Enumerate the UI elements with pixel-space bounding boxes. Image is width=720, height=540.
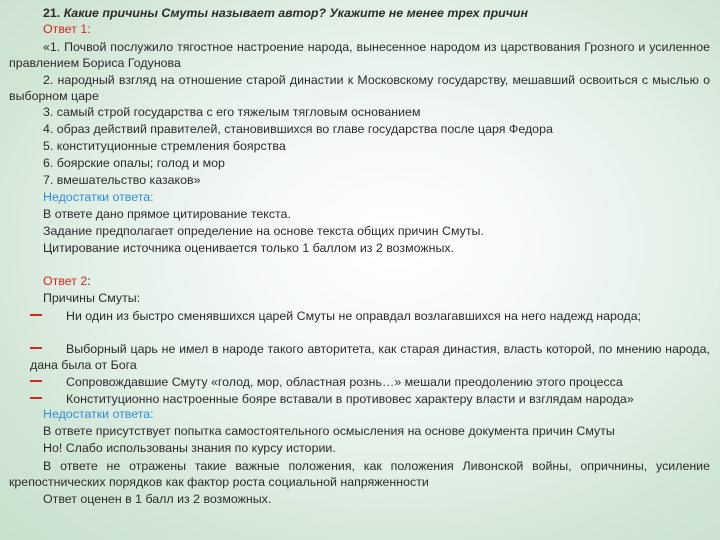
answer2-drawback-2: Но! Слабо использованы знания по курсу истории. [43, 441, 336, 455]
answer1-drawback-3: Цитирование источника оценивается только 1 баллом из 2 возможных. [43, 241, 455, 255]
answer1-item-2: 2. народный взгляд на отношение старой династии к Московскому государству, мешавший освоиться с мыслью о выборном царе [9, 73, 710, 103]
answer1-item-1: «1. Почвой послужило тягостное настроение народа, вынесенное народом из царствования Грозного и усиленное правлением Бориса Годунова [9, 40, 710, 70]
answer1-item-5: 5. конституционные стремления боярства [43, 139, 286, 153]
answer2-label [43, 274, 91, 289]
answer1-label: Ответ 1: [43, 22, 91, 36]
question-number: 21. [43, 6, 61, 20]
answer2-bullet-4: Конституционно настроенные бояре вставали в противовес характеру власти и взглядам народа» [66, 392, 634, 406]
answer1-item-4: 4. образ действий правителей, становившихся во главе государства после царя Федора [43, 122, 553, 136]
answer2-bullet-1: Ни один из быстро сменявшихся царей Смуты не оправдал возлагавшихся на него надежд народа; [66, 309, 642, 323]
answer2-drawback-1: В ответе присутствует попытка самостоятельного осмысления на основе документа причин Смуты [43, 424, 615, 438]
answer1-drawback-1: В ответе дано прямое цитирование текста. [43, 207, 291, 221]
answer2-bullet-3: Сопровождавшие Смуту «голод, мор, областная рознь…» мешали преодолению этого процесса [66, 375, 623, 389]
answer2-intro: Причины Смуты: [43, 291, 141, 305]
question-text: Какие причины Смуты называет автор? Укажите не менее трех причин [63, 6, 528, 20]
answer2-bullet-2: Выборный царь не имел в народе такого авторитета, как старая династия, власть которой, по мнению народа, дана была от Бога [30, 342, 710, 372]
answer1-item-7: 7. вмешательство казаков» [43, 173, 201, 187]
answer1-drawbacks-label: Недостатки ответа: [43, 190, 154, 204]
answer2-label-text: Ответ 2 [43, 274, 88, 288]
answer2-paragraph: В ответе не отражены такие важные положения, как положения Ливонской войны, опричнины, усиление крепостнических порядков как фактор роста социальной напряженности [9, 459, 710, 489]
answer2-score: Ответ оценен в 1 балл из 2 возможных. [43, 492, 272, 506]
answer1-drawback-2: Задание предполагает определение на основе текста общих причин Смуты. [43, 224, 484, 238]
answer2-drawbacks-label: Недостатки ответа: [43, 407, 154, 421]
answer1-item-6: 6. боярские опалы; голод и мор [43, 156, 225, 170]
answer2-label-colon: : [87, 274, 91, 288]
answer1-item-3: 3. самый строй государства с его тяжелым тягловым основанием [43, 105, 421, 119]
question-heading [43, 6, 528, 21]
